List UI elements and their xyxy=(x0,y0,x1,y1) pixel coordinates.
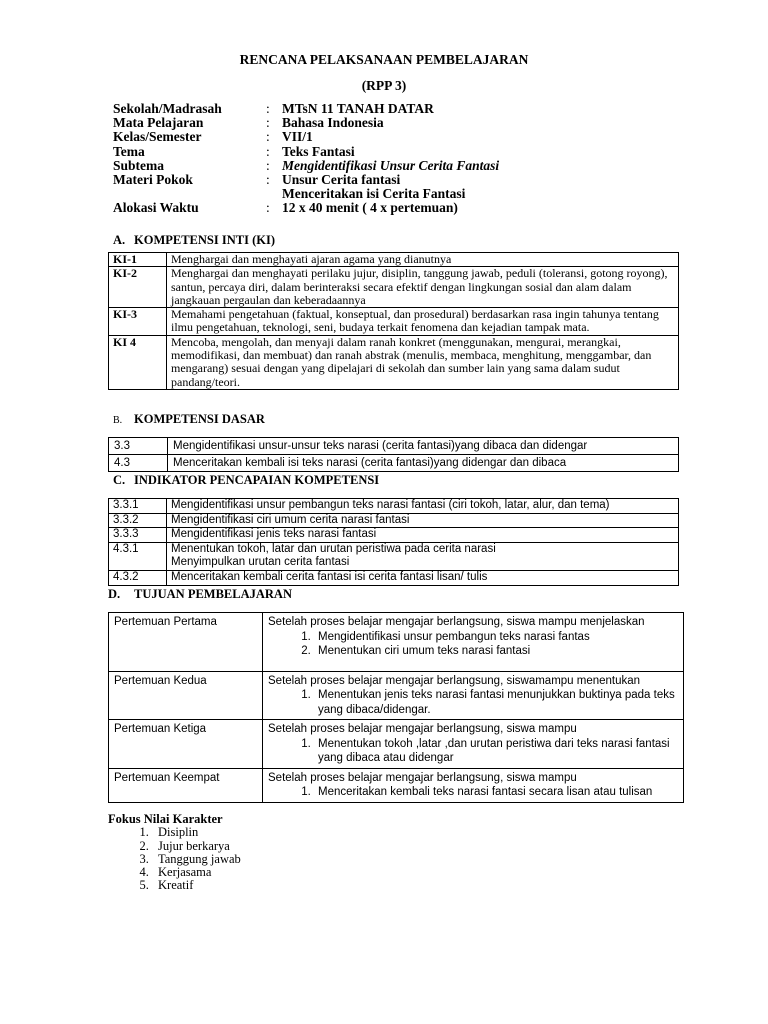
section-heading-b xyxy=(113,412,265,427)
identity-colon: : xyxy=(266,157,270,173)
table-row xyxy=(109,768,684,802)
ki-code: KI-1 xyxy=(109,253,167,267)
ki-code: KI 4 xyxy=(109,335,167,389)
tujuan-table xyxy=(108,612,684,803)
document-title: RENCANA PELAKSANAAN PEMBELAJARAN xyxy=(239,52,529,67)
ki-text: Mencoba, mengolah, dan menyaji dalam ranah konkret (menggunakan, mengurai, merangkai, memodifikasi, dan membuat) dan ranah abstrak (menulis, membaca, menghitung, menggambar, dan mengarang) sesuai dengan yang dipelajari di sekolah dan sumber lain yang sama dalam sudut pandang/teori. xyxy=(167,335,679,389)
document-subtitle: (RPP 3) xyxy=(361,78,407,93)
identity-value: Unsur Cerita fantasi xyxy=(282,171,401,187)
ki-code: KI-3 xyxy=(109,308,167,336)
list-item: 1. Menceritakan kembali teks narasi fantasi secara lisan atau tulisan xyxy=(314,785,678,800)
ki-text: Memahami pengetahuan (faktual, konseptual, dan prosedural) berdasarkan rasa ingin tahunya tentang ilmu pengetahuan, teknologi, seni, budaya terkait fenomena dan kejadian tampak mata. xyxy=(167,308,679,336)
section-heading-a xyxy=(113,233,275,248)
tujuan-list xyxy=(268,688,678,717)
section-letter: D. xyxy=(108,587,121,601)
meeting-label: Pertemuan Ketiga xyxy=(109,720,263,769)
identity-key xyxy=(113,187,266,201)
identity-key: Sekolah/Madrasah xyxy=(113,101,222,116)
table-row xyxy=(109,308,679,336)
list-item: 5. Kreatif xyxy=(152,879,241,892)
section-title: INDIKATOR PENCAPAIAN KOMPETENSI xyxy=(134,473,380,487)
ipk-code: 3.3.1 xyxy=(109,499,167,514)
table-row xyxy=(109,335,679,389)
fokus-title: Fokus Nilai Karakter xyxy=(108,812,223,826)
section-heading-d xyxy=(108,587,292,602)
meeting-label: Pertemuan Keempat xyxy=(109,768,263,802)
ki-code: KI-2 xyxy=(109,267,167,308)
identity-value: Teks Fantasi xyxy=(282,143,355,159)
table-row xyxy=(109,671,684,720)
kd-code: 3.3 xyxy=(109,438,168,455)
list-item: 1. Disiplin xyxy=(152,826,241,839)
ipk-code: 3.3.2 xyxy=(109,513,167,528)
identity-key: Subtema xyxy=(113,157,165,173)
table-row xyxy=(109,513,679,528)
identity-row xyxy=(113,187,499,201)
table-row xyxy=(109,542,679,570)
identity-colon: : xyxy=(266,101,270,116)
identity-row xyxy=(113,159,499,173)
list-item: 2. Menentukan ciri umum teks narasi fantasi xyxy=(314,644,678,659)
ipk-text: Menentukan tokoh, latar dan urutan peristiwa pada cerita narasi xyxy=(171,542,496,555)
section-heading-c xyxy=(113,473,379,488)
identity-colon xyxy=(266,187,282,201)
tujuan-intro: Setelah proses belajar mengajar berlangsung, siswa mampu xyxy=(268,771,577,784)
identity-row xyxy=(113,102,499,116)
section-title: KOMPETENSI INTI (KI) xyxy=(134,233,275,247)
identity-row xyxy=(113,145,499,159)
identity-row xyxy=(113,130,499,144)
ipk-cell xyxy=(167,542,679,570)
ipk-text: Mengidentifikasi ciri umum cerita narasi fantasi xyxy=(167,513,679,528)
tujuan-cell xyxy=(263,671,684,720)
tujuan-list xyxy=(268,785,678,800)
identity-key: Tema xyxy=(113,143,145,159)
table-row xyxy=(109,720,684,769)
kd-text: Mengidentifikasi unsur-unsur teks narasi (cerita fantasi)yang dibaca dan didengar xyxy=(168,438,679,455)
fokus-list xyxy=(108,826,241,892)
section-letter: B. xyxy=(113,415,123,426)
table-row xyxy=(109,267,679,308)
identity-row xyxy=(113,173,499,187)
tujuan-intro: Setelah proses belajar mengajar berlangsung, siswamampu menentukan xyxy=(268,674,641,687)
list-item: 4. Kerjasama xyxy=(152,866,241,879)
ipk-code: 4.3.1 xyxy=(109,542,167,570)
ipk-text: Mengidentifikasi jenis teks narasi fantasi xyxy=(167,528,679,543)
identity-key: Kelas/Semester xyxy=(113,129,202,145)
section-title: KOMPETENSI DASAR xyxy=(134,412,265,426)
ipk-code: 4.3.2 xyxy=(109,570,167,585)
identity-row xyxy=(113,201,499,215)
identity-colon: : xyxy=(266,200,270,216)
tujuan-cell xyxy=(263,720,684,769)
identity-value: Menceritakan isi Cerita Fantasi xyxy=(282,186,466,202)
meeting-label: Pertemuan Pertama xyxy=(109,613,263,672)
tujuan-cell xyxy=(263,768,684,802)
identity-colon: : xyxy=(266,129,270,145)
ipk-text-secondary: Menyimpulkan urutan cerita fantasi xyxy=(171,556,350,569)
ipk-text: Menceritakan kembali cerita fantasi isi cerita fantasi lisan/ tulis xyxy=(167,570,679,585)
ipk-table xyxy=(108,498,679,586)
identity-key: Mata Pelajaran xyxy=(113,115,204,131)
tujuan-list xyxy=(268,737,678,766)
identity-colon: : xyxy=(266,115,270,131)
section-title: TUJUAN PEMBELAJARAN xyxy=(134,587,292,601)
list-item: 1. Mengidentifikasi unsur pembangun teks narasi fantas xyxy=(314,630,678,645)
identity-colon: : xyxy=(266,171,270,187)
ipk-text: Mengidentifikasi unsur pembangun teks narasi fantasi (ciri tokoh, latar, alur, dan tema) xyxy=(167,499,679,514)
ki-text: Menghargai dan menghayati perilaku jujur, disiplin, tanggung jawab, peduli (toleransi, gotong royong), santun, percaya diri, dalam berinteraksi secara efektif dengan lingkungan sosial dan alam dalam jangkauan pergaulan dan keberadaannya xyxy=(167,267,679,308)
fokus-nilai-karakter xyxy=(108,813,241,893)
identity-key: Materi Pokok xyxy=(113,171,193,187)
table-row xyxy=(109,499,679,514)
tujuan-intro: Setelah proses belajar mengajar berlangsung, siswa mampu menjelaskan xyxy=(268,616,645,628)
identity-value: VII/1 xyxy=(282,129,313,145)
meeting-label: Pertemuan Kedua xyxy=(109,671,263,720)
tujuan-list xyxy=(268,630,678,659)
section-letter: A. xyxy=(113,233,126,247)
table-row xyxy=(109,570,679,585)
identity-value: MTsN 11 TANAH DATAR xyxy=(282,101,434,116)
list-item: 2. Jujur berkarya xyxy=(152,840,241,853)
table-row xyxy=(109,253,679,267)
table-row xyxy=(109,438,679,455)
identity-value: Mengidentifikasi Unsur Cerita Fantasi xyxy=(282,157,500,173)
tujuan-cell xyxy=(263,613,684,672)
identity-block xyxy=(113,102,499,216)
ki-table xyxy=(108,252,679,390)
list-item: 3. Tanggung jawab xyxy=(152,853,241,866)
ipk-code: 3.3.3 xyxy=(109,528,167,543)
identity-value: 12 x 40 menit ( 4 x pertemuan) xyxy=(282,200,458,216)
section-letter: C. xyxy=(113,473,126,487)
identity-colon: : xyxy=(266,143,270,159)
table-row xyxy=(109,613,684,672)
kd-code: 4.3 xyxy=(109,455,168,472)
table-row xyxy=(109,455,679,472)
tujuan-intro: Setelah proses belajar mengajar berlangsung, siswa mampu xyxy=(268,723,577,735)
kd-text: Menceritakan kembali isi teks narasi (cerita fantasi)yang didengar dan dibaca xyxy=(168,455,679,472)
identity-row xyxy=(113,116,499,130)
identity-key: Alokasi Waktu xyxy=(113,200,199,216)
kd-table xyxy=(108,437,679,472)
list-item: 1. Menentukan tokoh ,latar ,dan urutan peristiwa dari teks narasi fantasi yang dibaca atau didengar xyxy=(314,737,678,766)
ki-text: Menghargai dan menghayati ajaran agama yang dianutnya xyxy=(167,253,679,267)
list-item: 1. Menentukan jenis teks narasi fantasi menunjukkan buktinya pada teks yang dibaca/didengar. xyxy=(314,688,678,717)
table-row xyxy=(109,528,679,543)
identity-value: Bahasa Indonesia xyxy=(282,115,384,131)
